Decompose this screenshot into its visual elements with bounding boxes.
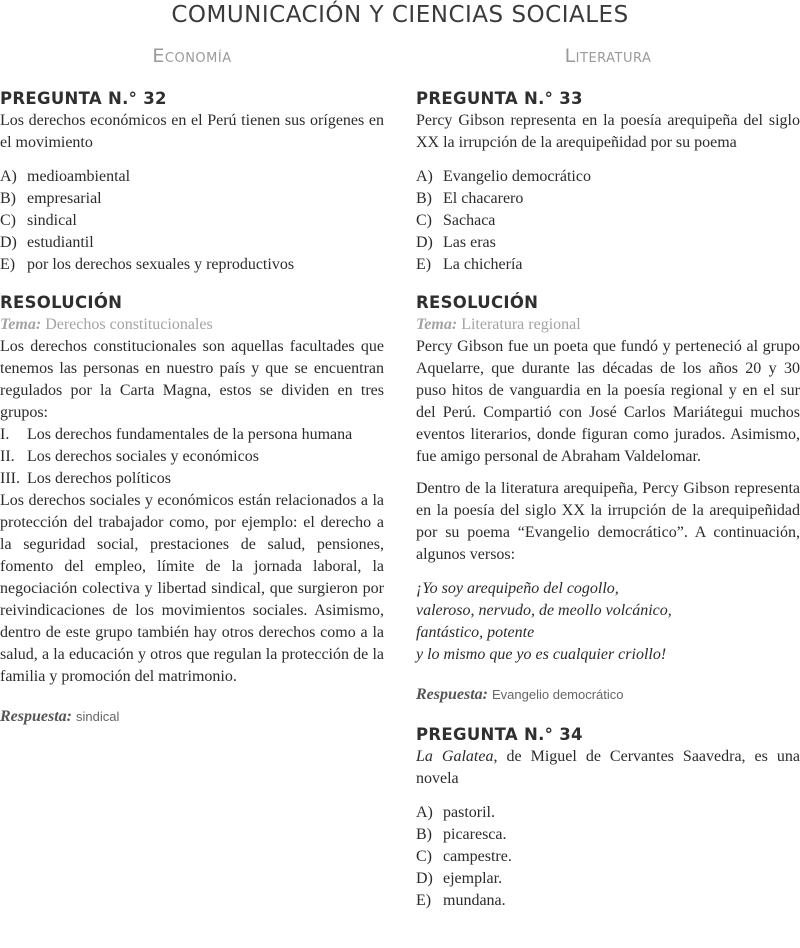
rights-list <box>0 424 384 490</box>
tema-32: Tema: Derechos constitucionales <box>0 316 213 333</box>
option-c: C) campestre. <box>416 848 512 865</box>
resolution-33-p1: Percy Gibson fue un poeta que fundó y perteneció al grupo Aquelarre, que durante las décadas de los años 20 y 30 puso hitos de vanguardia en la poesía regional y en el sur del Perú. Compartió con José Carlos Mariátegui muchos eventos literarios, donde figuran como jurados. Asimismo, fue amigo personal de Abraham Valdelomar. <box>416 338 800 465</box>
answer-33: Respuesta: Evangelio democrático <box>416 686 624 703</box>
option-a: A) pastoril. <box>416 804 495 821</box>
section-title-literatura: Literatura <box>564 45 652 67</box>
right-column <box>416 42 800 912</box>
option-a: A) medioambiental <box>0 168 131 185</box>
option-e: E) por los derechos sexuales y reproductivos <box>0 256 295 273</box>
question-33-title: PREGUNTA N.° 33 <box>416 89 583 108</box>
poem-line: ¡Yo soy arequipeño del cogollo, <box>416 580 619 597</box>
option-e: E) La chichería <box>416 256 523 273</box>
resolution-33-p2: Dentro de la literatura arequipeña, Percy Gibson representa en la poesía del siglo XX la irrupción de la arequipeñidad por su poema “Evangelio democrático”. A continuación, algunos versos: <box>416 480 800 563</box>
list-item: II. Los derechos sociales y económicos <box>0 448 259 465</box>
poem-line: fantástico, potente <box>416 624 535 641</box>
option-b: B) empresarial <box>0 190 102 207</box>
option-d: D) estudiantil <box>0 234 94 251</box>
poem-line: valeroso, nervudo, de meollo volcánico, <box>416 602 672 619</box>
left-column <box>0 42 384 728</box>
question-32-options <box>0 166 384 276</box>
option-b: B) El chacarero <box>416 190 524 207</box>
question-34-stem: La Galatea, de Miguel de Cervantes Saavedra, es una novela <box>416 748 800 787</box>
option-c: C) Sachaca <box>416 212 496 229</box>
resolution-33-title: RESOLUCIÓN <box>416 293 539 312</box>
question-33-stem: Percy Gibson representa en la poesía arequipeña del siglo XX la irrupción de la arequipeñidad por su poema <box>416 112 800 151</box>
question-34-options <box>416 802 800 912</box>
question-32-title: PREGUNTA N.° 32 <box>0 89 167 108</box>
poem-verses <box>416 578 800 666</box>
resolution-32-body: Los derechos sociales y económicos están relacionados a la protección del trabajador como, por ejemplo: el derecho a la seguridad social, prestaciones de salud, pensiones, fomento del empleo, límite de la jornada laboral, la negociación colectiva y libertad sindical, que surgieron por reivindicaciones de los movimientos sociales. Asimismo, dentro de este grupo también hay otros derechos como a la salud, a la educación y otros que regulan la protección de la familia y promoción del matrimonio. <box>0 492 384 685</box>
option-d: D) ejemplar. <box>416 870 503 887</box>
option-a: A) Evangelio democrático <box>416 168 591 185</box>
resolution-32-intro: Los derechos constitucionales son aquellas facultades que tenemos las personas en nuestro país y que se encuentran regulados por la Carta Magna, estos se dividen en tres grupos: <box>0 338 384 421</box>
question-32-stem: Los derechos económicos en el Perú tienen sus orígenes en el movimiento <box>0 112 384 151</box>
question-33-options <box>416 166 800 276</box>
option-c: C) sindical <box>0 212 77 229</box>
option-e: E) mundana. <box>416 892 506 909</box>
resolution-32-title: RESOLUCIÓN <box>0 293 123 312</box>
option-b: B) picaresca. <box>416 826 507 843</box>
list-item: III. Los derechos políticos <box>0 470 171 487</box>
list-item: I. Los derechos fundamentales de la persona humana <box>0 426 353 443</box>
question-34-title: PREGUNTA N.° 34 <box>416 725 583 744</box>
option-d: D) Las eras <box>416 234 496 251</box>
answer-32: Respuesta: sindical <box>0 708 120 725</box>
section-title-economia: Economía <box>152 45 232 67</box>
page-header: COMUNICACIÓN Y CIENCIAS SOCIALES <box>171 2 629 28</box>
tema-33: Tema: Literatura regional <box>416 316 581 333</box>
poem-line: y lo mismo que yo es cualquier criollo! <box>416 646 667 663</box>
